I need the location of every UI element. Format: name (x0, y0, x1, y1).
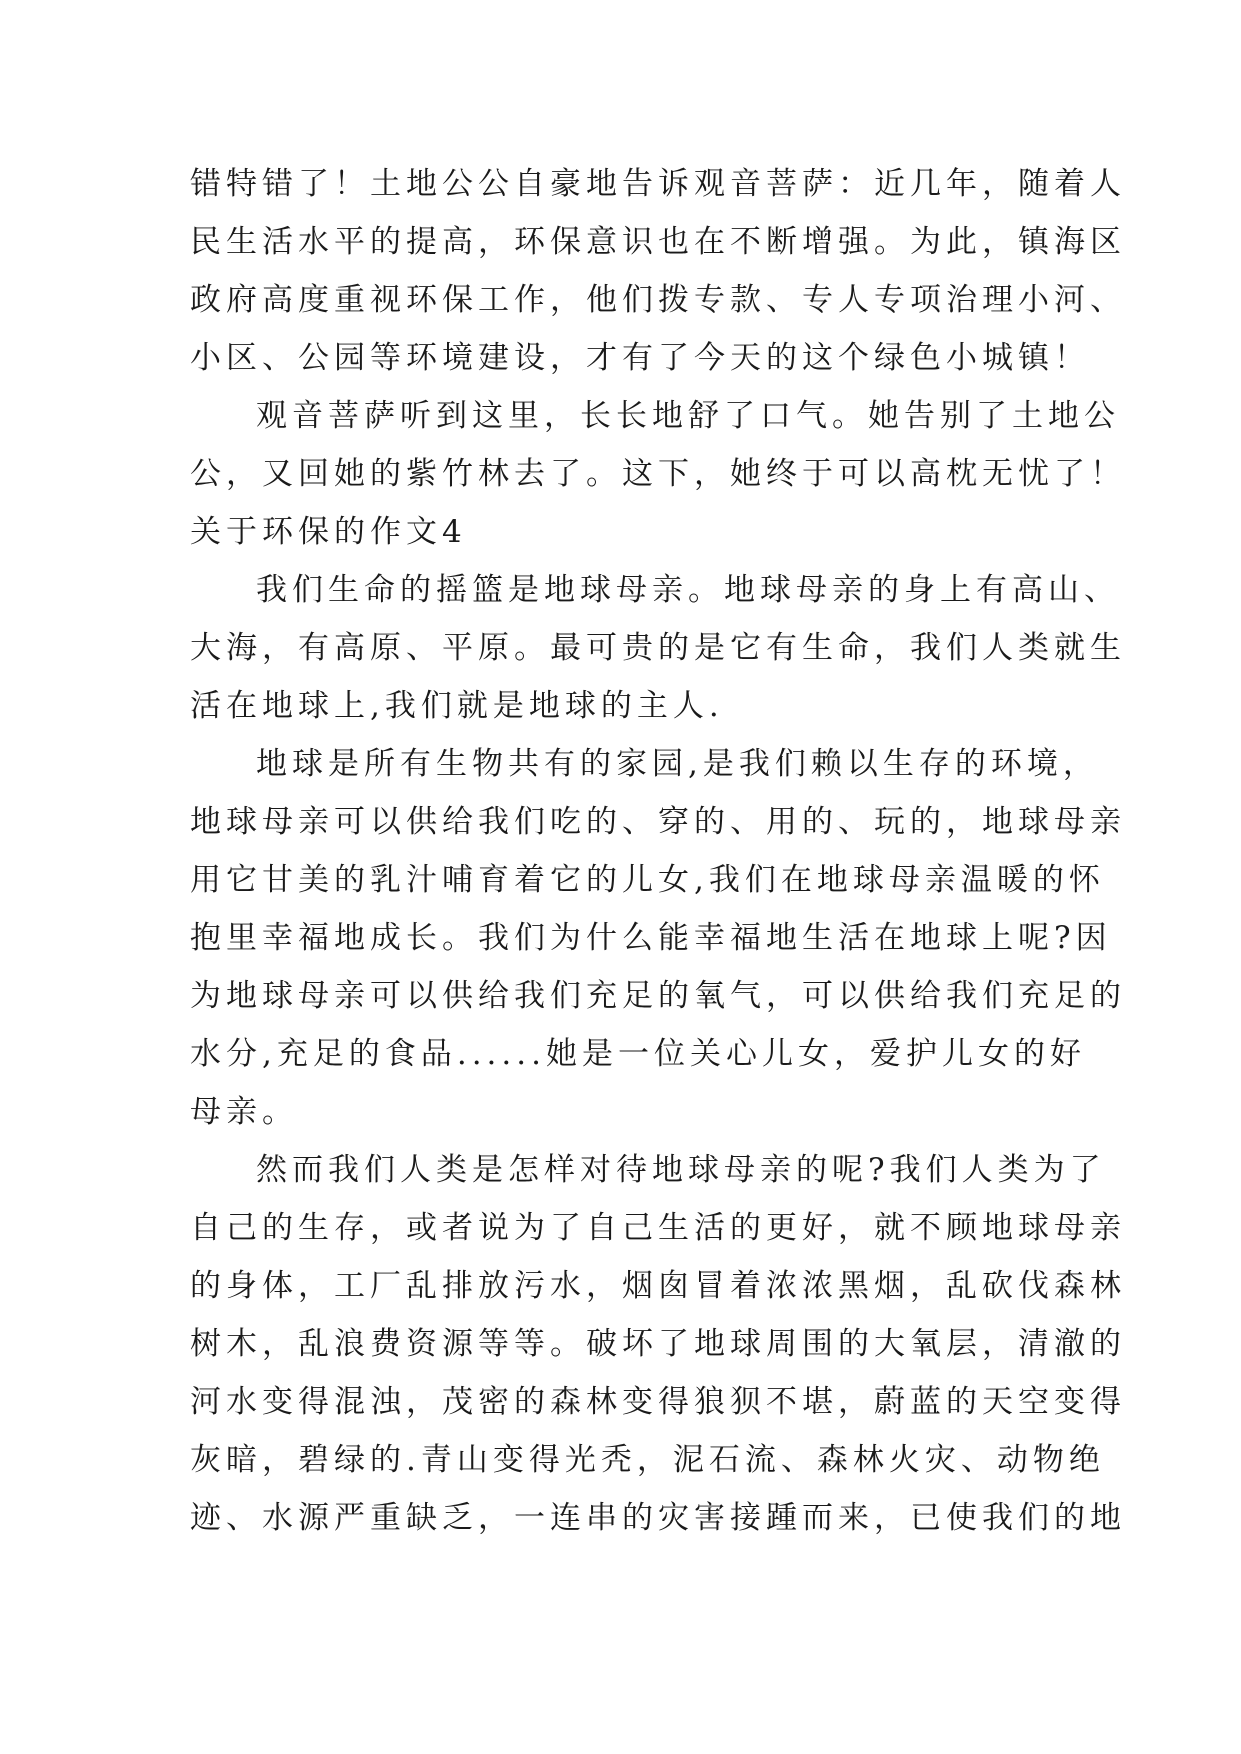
paragraph-first-line: 观音菩萨听到这里，长长地舒了口气。她告别了土地公 (256, 398, 1120, 434)
text-line: 抱里幸福地成长。我们为什么能幸福地生活在地球上呢?因 (190, 920, 1112, 956)
text-line: 母亲。 (190, 1094, 298, 1130)
text-line: 大海，有高原、平原。最可贵的是它有生命，我们人类就生 (190, 630, 1126, 666)
text-line: 自己的生存，或者说为了自己生活的更好，就不顾地球母亲 (190, 1210, 1126, 1246)
text-line: 民生活水平的提高，环保意识也在不断增强。为此，镇海区 (190, 224, 1126, 260)
text-line: 迹、水源严重缺乏，一连串的灾害接踵而来，已使我们的地 (190, 1500, 1126, 1536)
text-line: 小区、公园等环境建设，才有了今天的这个绿色小城镇！ (190, 340, 1090, 376)
text-line: 政府高度重视环保工作，他们拨专款、专人专项治理小河、 (190, 282, 1126, 318)
text-line: 树木，乱浪费资源等等。破坏了地球周围的大氧层，清澈的 (190, 1326, 1126, 1362)
paragraph-first-line: 地球是所有生物共有的家园,是我们赖以生存的环境， (256, 746, 1099, 782)
text-line: 的身体，工厂乱排放污水，烟囱冒着浓浓黑烟，乱砍伐森林 (190, 1268, 1126, 1304)
text-line: 灰暗，碧绿的.青山变得光秃，泥石流、森林火灾、动物绝 (190, 1442, 1105, 1478)
text-line: 水分,充足的食品......她是一位关心儿女，爱护儿女的好 (190, 1036, 1086, 1072)
text-line: 公，又回她的紫竹林去了。这下，她终于可以高枕无忧了！ (190, 456, 1126, 492)
text-line: 错特错了！土地公公自豪地告诉观音菩萨：近几年，随着人 (190, 166, 1126, 202)
text-line: 河水变得混浊，茂密的森林变得狼狈不堪，蔚蓝的天空变得 (190, 1384, 1126, 1420)
text-line: 地球母亲可以供给我们吃的、穿的、用的、玩的，地球母亲 (190, 804, 1126, 840)
paragraph-first-line: 然而我们人类是怎样对待地球母亲的呢?我们人类为了 (256, 1152, 1106, 1188)
text-line: 用它甘美的乳汁哺育着它的儿女,我们在地球母亲温暖的怀 (190, 862, 1105, 898)
section-heading: 关于环保的作文4 (190, 514, 467, 550)
text-line: 活在地球上,我们就是地球的主人. (190, 688, 724, 724)
paragraph-first-line: 我们生命的摇篮是地球母亲。地球母亲的身上有高山、 (256, 572, 1120, 608)
text-line: 为地球母亲可以供给我们充足的氧气，可以供给我们充足的 (190, 978, 1126, 1014)
